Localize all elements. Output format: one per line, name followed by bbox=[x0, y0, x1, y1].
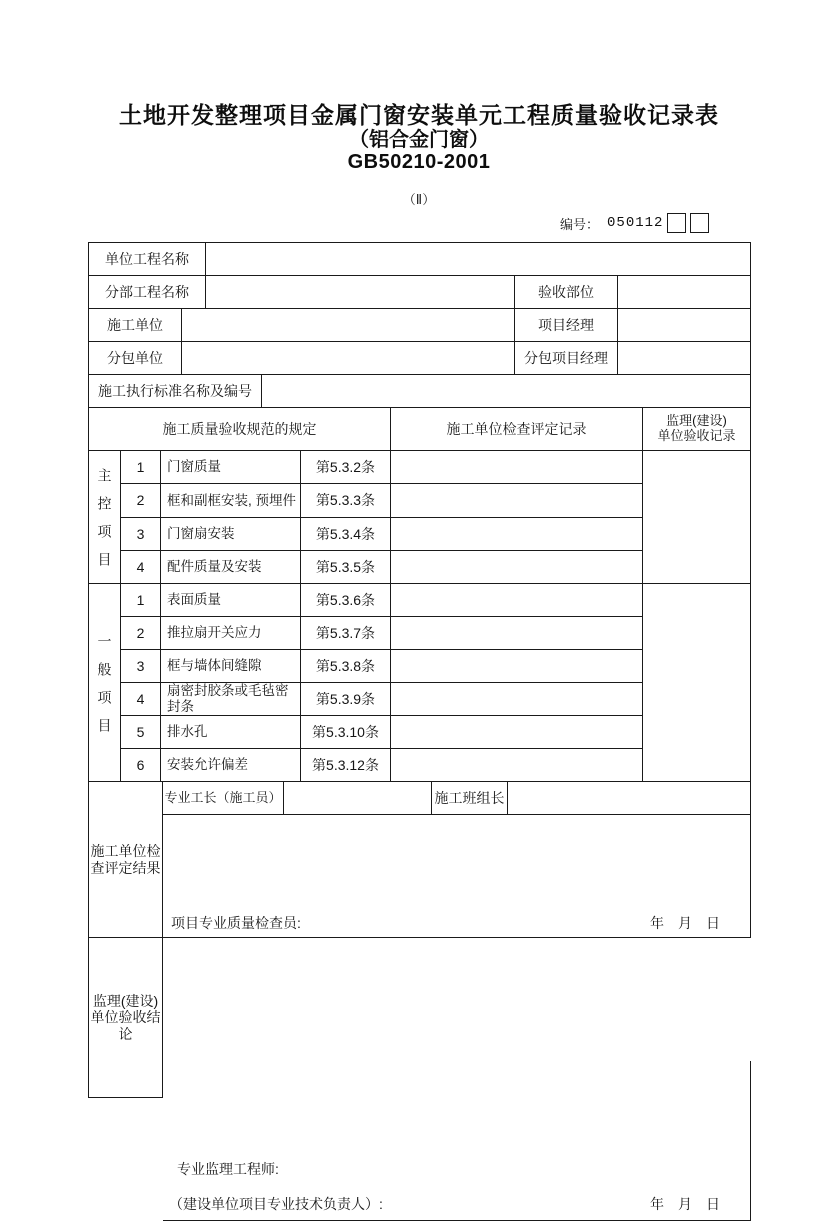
acceptance-record-table bbox=[88, 242, 751, 1212]
item-clause: 第5.3.7条 bbox=[301, 617, 391, 650]
conclusion-date: 年 月 日 bbox=[650, 1195, 720, 1212]
construction-unit-label: 施工单位 bbox=[89, 309, 182, 342]
evaluation-signature-area bbox=[163, 815, 751, 938]
item-check-record bbox=[391, 518, 643, 551]
section-label-main-control bbox=[89, 451, 121, 584]
conclusion-label bbox=[89, 938, 163, 1098]
unit-project-label: 单位工程名称 bbox=[89, 243, 206, 276]
item-name: 排水孔 bbox=[161, 716, 301, 749]
team-leader-label: 施工班组长 bbox=[432, 782, 508, 815]
part-number-label: （Ⅱ） bbox=[402, 192, 436, 207]
project-manager-value bbox=[618, 309, 751, 342]
item-check-record bbox=[391, 451, 643, 484]
team-leader-value bbox=[508, 782, 751, 815]
conclusion-signature-area bbox=[163, 1061, 751, 1221]
project-manager-label: 项目经理 bbox=[515, 309, 618, 342]
serial-number-row bbox=[560, 212, 750, 234]
unit-project-value bbox=[206, 243, 751, 276]
supervise-record-main-control bbox=[643, 451, 751, 584]
item-clause: 第5.3.12条 bbox=[301, 749, 391, 782]
evaluation-date: 年 月 日 bbox=[650, 914, 720, 931]
item-check-record bbox=[391, 617, 643, 650]
item-no: 3 bbox=[121, 650, 161, 683]
serial-box-1 bbox=[667, 213, 686, 233]
item-no: 3 bbox=[121, 518, 161, 551]
item-clause: 第5.3.9条 bbox=[301, 683, 391, 716]
foreman-value bbox=[284, 782, 432, 815]
section-name-vertical: 主控项目 bbox=[96, 468, 113, 580]
item-no: 1 bbox=[121, 584, 161, 617]
division-project-value bbox=[206, 276, 515, 309]
construction-unit-value bbox=[182, 309, 515, 342]
item-name: 配件质量及安装 bbox=[161, 551, 301, 584]
item-clause: 第5.3.5条 bbox=[301, 551, 391, 584]
item-no: 4 bbox=[121, 551, 161, 584]
acceptance-part-value bbox=[618, 276, 751, 309]
serial-label: 编号： bbox=[560, 216, 600, 232]
supervision-engineer-label: 专业监理工程师: bbox=[177, 1161, 279, 1177]
item-name: 门窗质量 bbox=[161, 451, 301, 484]
foreman-label: 专业工长（施工员） bbox=[163, 782, 284, 815]
item-check-record bbox=[391, 749, 643, 782]
item-name: 扇密封胶条或毛毡密封条 bbox=[161, 683, 301, 716]
section-name-vertical: 一般项目 bbox=[96, 633, 113, 746]
subcontractor-value bbox=[182, 342, 515, 375]
title-line-2: （铝合金门窗） bbox=[349, 129, 489, 151]
item-no: 4 bbox=[121, 683, 161, 716]
supervise-header-line1: 监理(建设) bbox=[666, 413, 727, 429]
item-name: 安装允许偏差 bbox=[161, 749, 301, 782]
serial-box-2 bbox=[690, 213, 709, 233]
supervise-record-general bbox=[643, 584, 751, 782]
item-check-record bbox=[391, 484, 643, 517]
item-clause: 第5.3.8条 bbox=[301, 650, 391, 683]
item-name: 框与墙体间缝隙 bbox=[161, 650, 301, 683]
item-check-record bbox=[391, 650, 643, 683]
check-column-header: 施工单位检查评定记录 bbox=[391, 408, 643, 451]
item-no: 2 bbox=[121, 617, 161, 650]
builder-representative-label: （建设单位项目专业技术负责人）: bbox=[169, 1195, 383, 1212]
supervise-column-header bbox=[643, 408, 751, 451]
item-clause: 第5.3.10条 bbox=[301, 716, 391, 749]
item-check-record bbox=[391, 551, 643, 584]
section-label-general bbox=[89, 584, 121, 782]
item-name: 推拉扇开关应力 bbox=[161, 617, 301, 650]
division-project-label: 分部工程名称 bbox=[89, 276, 206, 309]
document-title bbox=[0, 101, 838, 174]
standard-value bbox=[262, 375, 751, 408]
item-check-record bbox=[391, 683, 643, 716]
spec-column-header: 施工质量验收规范的规定 bbox=[89, 408, 391, 451]
serial-number: 050112 bbox=[607, 215, 664, 231]
supervise-header-line2: 单位验收记录 bbox=[657, 428, 736, 443]
item-no: 6 bbox=[121, 749, 161, 782]
item-clause: 第5.3.6条 bbox=[301, 584, 391, 617]
title-line-1: 土地开发整理项目金属门窗安装单元工程质量验收记录表 bbox=[119, 102, 719, 128]
evaluation-label-line1: 施工单位检 bbox=[90, 843, 161, 860]
subcontractor-label: 分包单位 bbox=[89, 342, 182, 375]
title-line-3: GB50210-2001 bbox=[347, 151, 491, 173]
conclusion-label-line2: 单位验收结论 bbox=[90, 1009, 161, 1042]
acceptance-part-label: 验收部位 bbox=[515, 276, 618, 309]
item-clause: 第5.3.3条 bbox=[301, 484, 391, 517]
evaluation-result-label bbox=[89, 782, 163, 938]
item-clause: 第5.3.2条 bbox=[301, 451, 391, 484]
evaluation-label-line2: 查评定结果 bbox=[90, 859, 161, 876]
item-check-record bbox=[391, 584, 643, 617]
item-name: 门窗扇安装 bbox=[161, 518, 301, 551]
standard-label: 施工执行标准名称及编号 bbox=[89, 375, 262, 408]
conclusion-label-line1: 监理(建设) bbox=[92, 993, 159, 1010]
item-name: 表面质量 bbox=[161, 584, 301, 617]
item-no: 5 bbox=[121, 716, 161, 749]
subcontract-manager-value bbox=[618, 342, 751, 375]
item-no: 1 bbox=[121, 451, 161, 484]
item-check-record bbox=[391, 716, 643, 749]
item-no: 2 bbox=[121, 484, 161, 517]
item-clause: 第5.3.4条 bbox=[301, 518, 391, 551]
item-name: 框和副框安装, 预埋件 bbox=[161, 484, 301, 517]
quality-inspector-label: 项目专业质量检查员: bbox=[171, 914, 301, 931]
subcontract-manager-label: 分包项目经理 bbox=[515, 342, 618, 375]
